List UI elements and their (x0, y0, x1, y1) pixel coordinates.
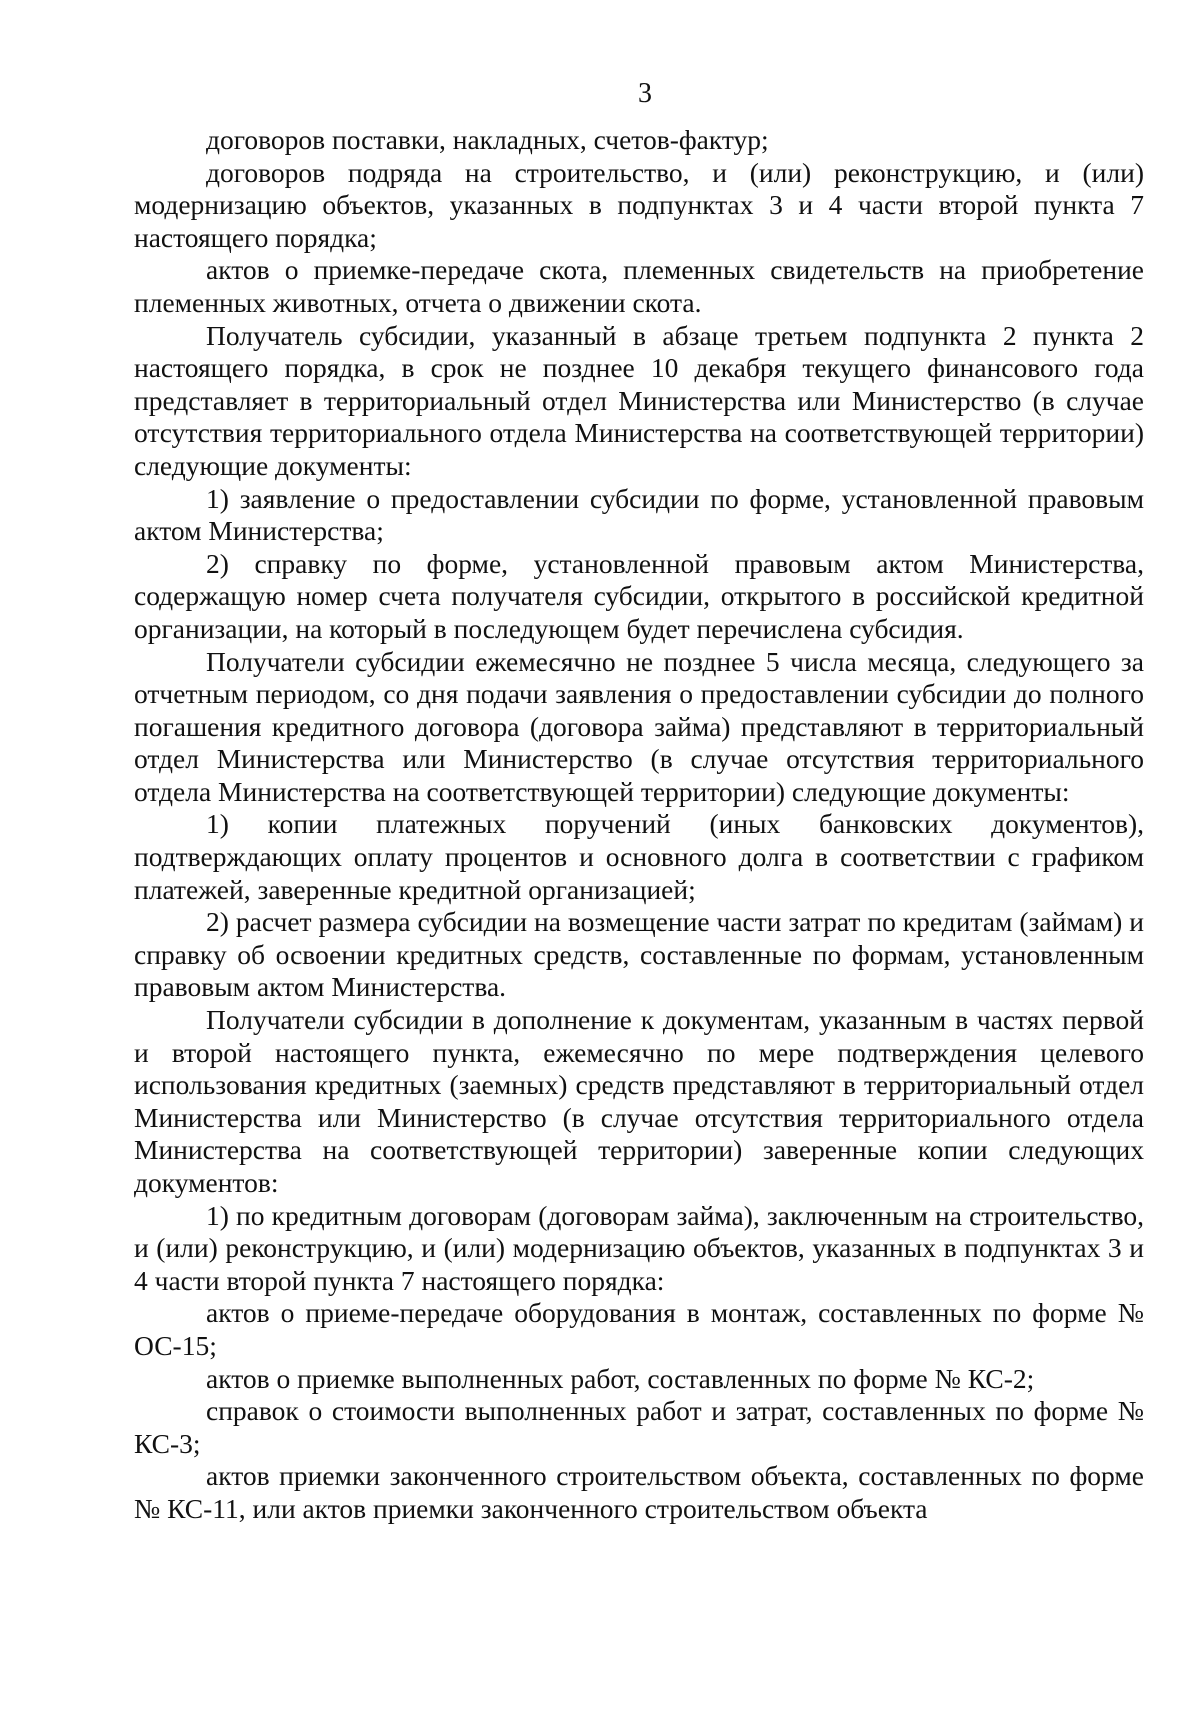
paragraph: актов о приеме-передаче оборудования в монтаж, составленных по форме № ОС-15; (134, 1297, 1144, 1361)
paragraph: договоров подряда на строительство, и (или) реконструкцию, и (или) модернизацию объектов, указанных в подпунктах 3 и 4 части второй пункта 7 настоящего порядка; (134, 156, 1144, 253)
paragraph: Получатель субсидии, указанный в абзаце третьем подпункта 2 пункта 2 настоящего порядка, в срок не позднее 10 декабря текущего финансового года представляет в территориальный отдел Министерства или Министерство (в случае отсутствия территориального отдела Министерства на соответствующей территории) следующие документы: (134, 319, 1144, 481)
list-item: 1) по кредитным договорам (договорам займа), заключенным на строительство, и (или) реконструкцию, и (или) модернизацию объектов, указанных в подпунктах 3 и 4 части второй пункта 7 настоящего порядка: (134, 1199, 1144, 1296)
list-item: 1) копии платежных поручений (иных банковских документов), подтверждающих оплату процентов и основного долга в соответствии с графиком платежей, заверенные кредитной организацией; (134, 808, 1144, 905)
paragraph: Получатели субсидии ежемесячно не позднее 5 числа месяца, следующего за отчетным периодом, со дня подачи заявления о предоставлении субсидии до полного погашения кредитного договора (договора займа) представляют в территориальный отдел Министерства или Министерство (в случае отсутствия территориального отдела Министерства на соответствующей территории) следующие документы: (134, 645, 1144, 807)
paragraph: актов о приемке выполненных работ, составленных по форме № КС-2; (206, 1362, 1035, 1394)
page-number: 3 (638, 78, 652, 109)
paragraph: договоров поставки, накладных, счетов-фактур; (206, 124, 769, 155)
list-item: 1) заявление о предоставлении субсидии по форме, установленной правовым актом Министерства; (134, 482, 1144, 547)
paragraph: актов приемки законченного строительством объекта, составленных по форме № КС-11, или актов приемки законченного строительством объекта (134, 1460, 1144, 1524)
paragraph: справок о стоимости выполненных работ и затрат, составленных по форме № КС-3; (134, 1395, 1144, 1459)
document-body (134, 124, 1144, 1526)
list-item: 2) справку по форме, установленной правовым актом Министерства, содержащую номер счета получателя субсидии, открытого в российской кредитной организации, на который в последующем будет перечислена субсидия. (134, 547, 1144, 644)
list-item: 2) расчет размера субсидии на возмещение части затрат по кредитам (займам) и справку об освоении кредитных средств, составленные по формам, установленным правовым актом Министерства. (134, 906, 1144, 1003)
paragraph: Получатели субсидии в дополнение к документам, указанным в частях первой и второй настоящего пункта, ежемесячно по мере подтверждения целевого использования кредитных (заемных) средств представляют в территориальный отдел Министерства или Министерство (в случае отсутствия территориального отдела Министерства на соответствующей территории) заверенные копии следующих документов: (134, 1004, 1144, 1198)
paragraph: актов о приемке-передаче скота, племенных свидетельств на приобретение племенных животных, отчета о движении скота. (134, 254, 1144, 318)
